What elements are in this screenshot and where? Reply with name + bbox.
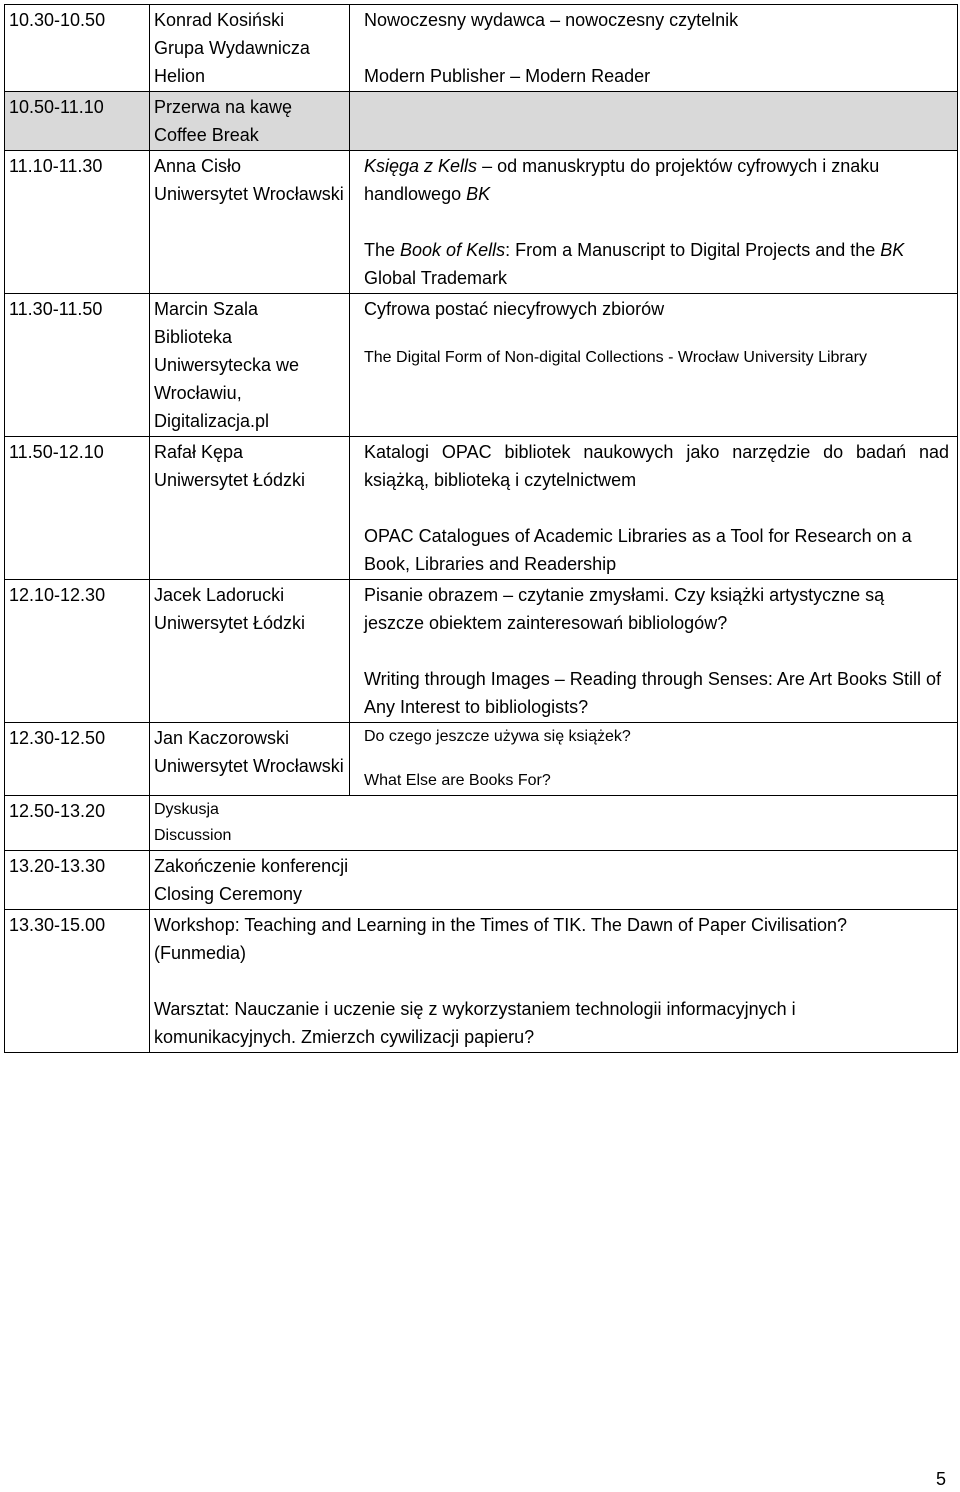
talk-cell (350, 580, 958, 723)
talk-title-en: Modern Publisher – Modern Reader (364, 66, 651, 86)
workshop-cell (150, 910, 958, 1053)
time-cell: 10.30-10.50 (5, 5, 150, 92)
discussion-row (5, 796, 958, 851)
session-label-pl: Zakończenie konferencji (154, 856, 349, 876)
speaker-name: Jan Kaczorowski (154, 728, 290, 748)
speaker-cell (150, 5, 350, 92)
break-cell (150, 92, 350, 151)
speaker-name: Rafał Kępa (154, 442, 244, 462)
speaker-name: Anna Cisło (154, 156, 242, 176)
talk-title-en: OPAC Catalogues of Academic Libraries as a Tool for Research on a Book, Libraries and Readership (364, 526, 912, 574)
talk-title-pl: Cyfrowa postać niecyfrowych zbiorów (364, 299, 665, 319)
speaker-name: Konrad Kosiński (154, 10, 285, 30)
time-cell: 10.50-11.10 (5, 92, 150, 151)
schedule-row (5, 294, 958, 437)
talk-cell (350, 437, 958, 580)
session-label-pl: Dyskusja (154, 801, 219, 818)
session-cell (150, 851, 958, 910)
time-cell: 12.10-12.30 (5, 580, 150, 723)
speaker-cell (150, 151, 350, 294)
time-cell: 11.50-12.10 (5, 437, 150, 580)
session-label-en: Discussion (154, 827, 232, 844)
talk-title-en: The Book of Kells: From a Manuscript to Digital Projects and the BK Global Trademark (364, 240, 905, 288)
schedule-row (5, 580, 958, 723)
speaker-cell (150, 723, 350, 796)
talk-cell (350, 5, 958, 92)
schedule-table (4, 4, 958, 1053)
break-label-pl: Przerwa na kawę (154, 97, 293, 117)
workshop-row (5, 910, 958, 1053)
speaker-affiliation: Uniwersytet Łódzki (154, 470, 306, 490)
time-cell: 13.30-15.00 (5, 910, 150, 1053)
talk-title-en: The Digital Form of Non-digital Collections - Wrocław University Library (364, 349, 867, 366)
speaker-affiliation: Uniwersytet Wrocławski (154, 184, 344, 204)
time-cell: 11.30-11.50 (5, 294, 150, 437)
talk-cell (350, 294, 958, 437)
schedule-row (5, 151, 958, 294)
talk-title-pl: Księga z Kells – od manuskryptu do projektów cyfrowych i znaku handlowego BK (364, 156, 880, 204)
talk-title-pl: Pisanie obrazem – czytanie zmysłami. Czy książki artystyczne są jeszcze obiektem zainteresowań bibliologów? (364, 585, 885, 633)
talk-cell (350, 151, 958, 294)
time-cell: 12.30-12.50 (5, 723, 150, 796)
speaker-cell (150, 437, 350, 580)
talk-title-en: Writing through Images – Reading through Senses: Are Art Books Still of Any Interest to bibliologists? (364, 669, 941, 717)
schedule-row (5, 437, 958, 580)
workshop-title-en: Workshop: Teaching and Learning in the Times of TIK. The Dawn of Paper Civilisation? (Funmedia) (154, 915, 848, 963)
speaker-cell (150, 294, 350, 437)
time-cell: 12.50-13.20 (5, 796, 150, 851)
talk-title-en: What Else are Books For? (364, 772, 551, 789)
closing-row (5, 851, 958, 910)
speaker-affiliation: Uniwersytet Wrocławski (154, 756, 344, 776)
talk-title-pl: Katalogi OPAC bibliotek naukowych jako narzędzie do badań nad książką, biblioteką i czytelnictwem (364, 442, 949, 490)
time-cell: 13.20-13.30 (5, 851, 150, 910)
speaker-name: Jacek Ladorucki (154, 585, 285, 605)
schedule-row (5, 5, 958, 92)
schedule-row (5, 723, 958, 796)
workshop-title-pl: Warsztat: Nauczanie i uczenie się z wykorzystaniem technologii informacyjnych i komunikacyjnych. Zmierzch cywilizacji papieru? (154, 999, 796, 1047)
speaker-name: Marcin Szala (154, 299, 259, 319)
speaker-affiliation: Uniwersytet Łódzki (154, 613, 306, 633)
speaker-affiliation: Biblioteka Uniwersytecka we Wrocławiu, Digitalizacja.pl (154, 327, 300, 431)
empty-cell (350, 92, 958, 151)
break-row (5, 92, 958, 151)
speaker-affiliation: Grupa Wydawnicza Helion (154, 38, 310, 86)
session-label-en: Closing Ceremony (154, 884, 303, 904)
talk-title-pl: Do czego jeszcze używa się książek? (364, 728, 631, 745)
speaker-cell (150, 580, 350, 723)
break-label-en: Coffee Break (154, 125, 259, 145)
time-cell: 11.10-11.30 (5, 151, 150, 294)
page-number: 5 (936, 1469, 947, 1489)
session-cell (150, 796, 958, 851)
talk-cell (350, 723, 958, 796)
talk-title-pl: Nowoczesny wydawca – nowoczesny czytelnik (364, 10, 739, 30)
